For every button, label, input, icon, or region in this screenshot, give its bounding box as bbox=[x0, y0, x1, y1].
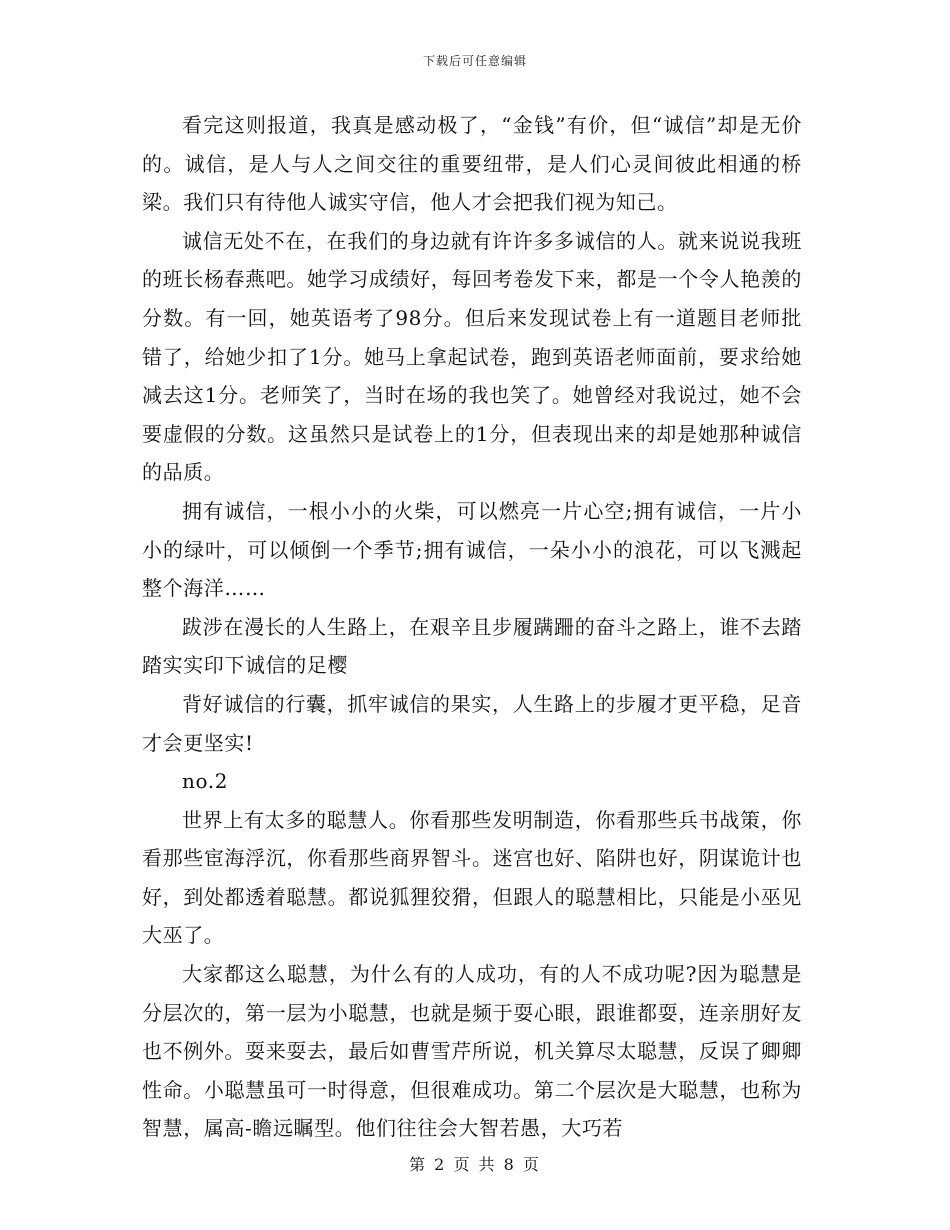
paragraph: 诚信无处不在，在我们的身边就有许许多多诚信的人。就来说说我班的班长杨春燕吧。她学习成绩好，每回考卷发下来，都是一个令人艳羡的分数。有一回，她英语考了98分。但后来发现试卷上有一道题目老师批错了，给她少扣了1分。她马上拿起试卷，跑到英语老师面前，要求给她减去这1分。老师笑了，当时在场的我也笑了。她曾经对我说过，她不会要虚假的分数。这虽然只是试卷上的1分，但表现出来的却是她那种诚信的品质。 bbox=[142, 228, 802, 485]
paragraph: 拥有诚信，一根小小的火柴，可以燃亮一片心空;拥有诚信，一片小小的绿叶，可以倾倒一个季节;拥有诚信，一朵小小的浪花，可以飞溅起整个海洋…… bbox=[142, 498, 802, 601]
paragraph: 大家都这么聪慧，为什么有的人成功，有的人不成功呢?因为聪慧是分层次的，第一层为小聪慧，也就是频于耍心眼，跟谁都耍，连亲朋好友也不例外。耍来耍去，最后如曹雪芹所说，机关算尽太聪慧，反误了卿卿性命。小聪慧虽可一时得意，但很难成功。第二个层次是大聪慧，也称为智慧，属高-瞻远瞩型。他们往往会大智若愚，大巧若 bbox=[142, 962, 802, 1141]
paragraph: 看完这则报道，我真是感动极了，“金钱”有价，但“诚信”却是无价的。诚信，是人与人之间交往的重要纽带，是人们心灵间彼此相通的桥梁。我们只有待他人诚实守信，他人才会把我们视为知己。 bbox=[142, 113, 802, 215]
document-body bbox=[142, 106, 802, 1148]
paragraph: 跋涉在漫长的人生路上，在艰辛且步履蹒跚的奋斗之路上，谁不去踏踏实实印下诚信的足樱 bbox=[142, 614, 802, 678]
paragraph: 世界上有太多的聪慧人。你看那些发明制造，你看那些兵书战策，你看那些宦海浮沉，你看那些商界智斗。迷宫也好、陷阱也好，阴谋诡计也好，到处都透着聪慧。都说狐狸狡猾，但跟人的聪慧相比，只能是小巫见大巫了。 bbox=[142, 807, 802, 948]
page-header: 下载后可任意编辑 bbox=[422, 54, 527, 68]
paragraph: 背好诚信的行囊，抓牢诚信的果实，人生路上的步履才更平稳，足音才会更坚实! bbox=[142, 691, 802, 755]
page-number-footer: 第 2 页 共 8 页 bbox=[409, 1155, 541, 1174]
section-heading: no.2 bbox=[182, 769, 229, 794]
